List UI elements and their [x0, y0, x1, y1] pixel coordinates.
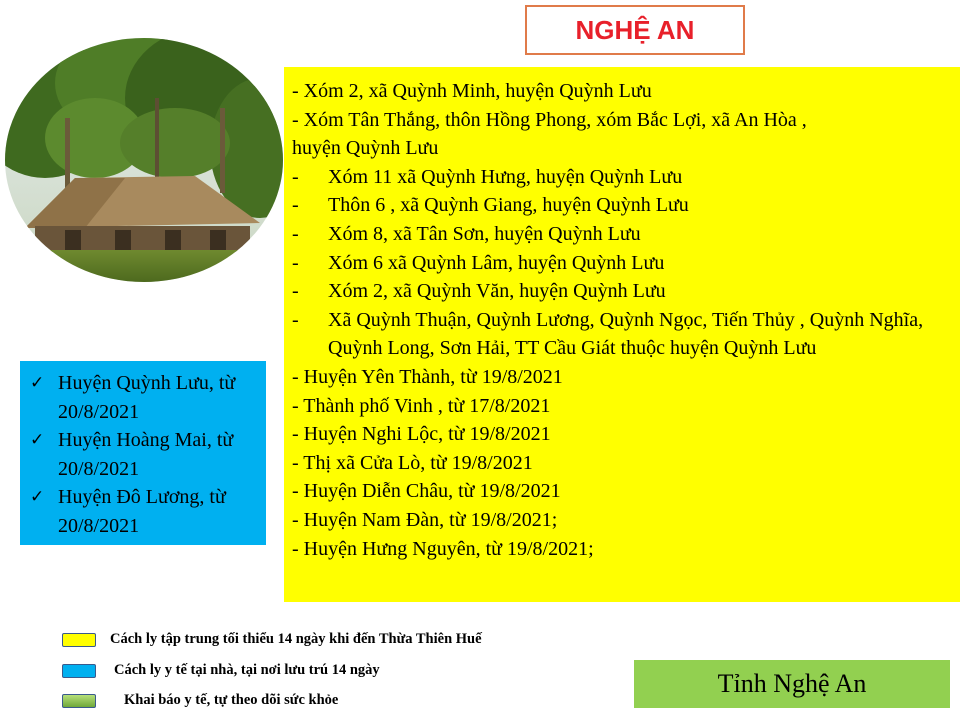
list-item: ✓ Huyện Hoàng Mai, từ 20/8/2021	[30, 426, 260, 483]
sub-list-item: - Xóm 8, xã Tân Sơn, huyện Quỳnh Lưu	[292, 222, 641, 245]
list-item: ✓ Huyện Quỳnh Lưu, từ 20/8/2021	[30, 369, 260, 426]
list-item: - Huyện Hưng Nguyên, từ 19/8/2021;	[292, 537, 594, 560]
province-label-box	[634, 660, 950, 708]
check-icon: ✓	[30, 487, 45, 507]
legend-item-home	[62, 662, 380, 679]
legend-label: Khai báo y tế, tự theo dõi sức khỏe	[124, 692, 339, 708]
list-item: - Xóm Tân Thắng, thôn Hồng Phong, xóm Bắc Lợi, xã An Hòa ,	[292, 108, 807, 131]
list-item: - Huyện Yên Thành, từ 19/8/2021	[292, 365, 563, 388]
legend-label: Cách ly tập trung tối thiểu 14 ngày khi đến Thừa Thiên Huế	[110, 631, 482, 647]
home-quarantine-list	[20, 361, 266, 545]
province-label: Tỉnh Nghệ An	[717, 669, 867, 698]
list-item: huyện Quỳnh Lưu	[292, 137, 439, 160]
sub-list-item: - Xóm 6 xã Quỳnh Lâm, huyện Quỳnh Lưu	[292, 251, 665, 274]
legend-item-monitor	[62, 692, 338, 709]
village-house-image	[5, 38, 283, 282]
legend-item-concentrated	[62, 631, 482, 648]
legend-label: Cách ly y tế tại nhà, tại nơi lưu trú 14 ngày	[114, 662, 380, 678]
list-item: - Huyện Nam Đàn, từ 19/8/2021;	[292, 508, 558, 531]
sub-list-item: - Xóm 11 xã Quỳnh Hưng, huyện Quỳnh Lưu	[292, 165, 683, 188]
concentrated-quarantine-list	[284, 67, 960, 602]
list-item: - Thị xã Cửa Lò, từ 19/8/2021	[292, 451, 533, 474]
list-item: - Huyện Nghi Lộc, từ 19/8/2021	[292, 423, 551, 446]
list-item: - Thành phố Vinh , từ 17/8/2021	[292, 394, 551, 417]
title-box	[525, 5, 745, 55]
legend-swatch-blue	[62, 664, 96, 678]
list-item: - Huyện Diễn Châu, từ 19/8/2021	[292, 480, 561, 503]
list-item: - Xóm 2, xã Quỳnh Minh, huyện Quỳnh Lưu	[292, 80, 652, 102]
sub-list-item: - Xóm 2, xã Quỳnh Văn, huyện Quỳnh Lưu	[292, 280, 666, 303]
legend-swatch-green	[62, 694, 96, 708]
check-icon: ✓	[30, 430, 45, 450]
sub-list-item: - Thôn 6 , xã Quỳnh Giang, huyện Quỳnh Lưu	[292, 194, 689, 217]
page-title: NGHỆ AN	[575, 14, 695, 45]
village-house-photo	[5, 38, 283, 282]
legend-swatch-yellow	[62, 633, 96, 647]
sub-list-item: - Xã Quỳnh Thuận, Quỳnh Lương, Quỳnh Ngọc, Tiến Thủy , Quỳnh Nghĩa, Quỳnh Long, Sơn Hải, TT Cầu Giát thuộc huyện Quỳnh Lưu	[292, 308, 924, 360]
list-item: ✓ Huyện Đô Lương, từ 20/8/2021	[30, 483, 260, 540]
check-icon: ✓	[30, 373, 45, 393]
